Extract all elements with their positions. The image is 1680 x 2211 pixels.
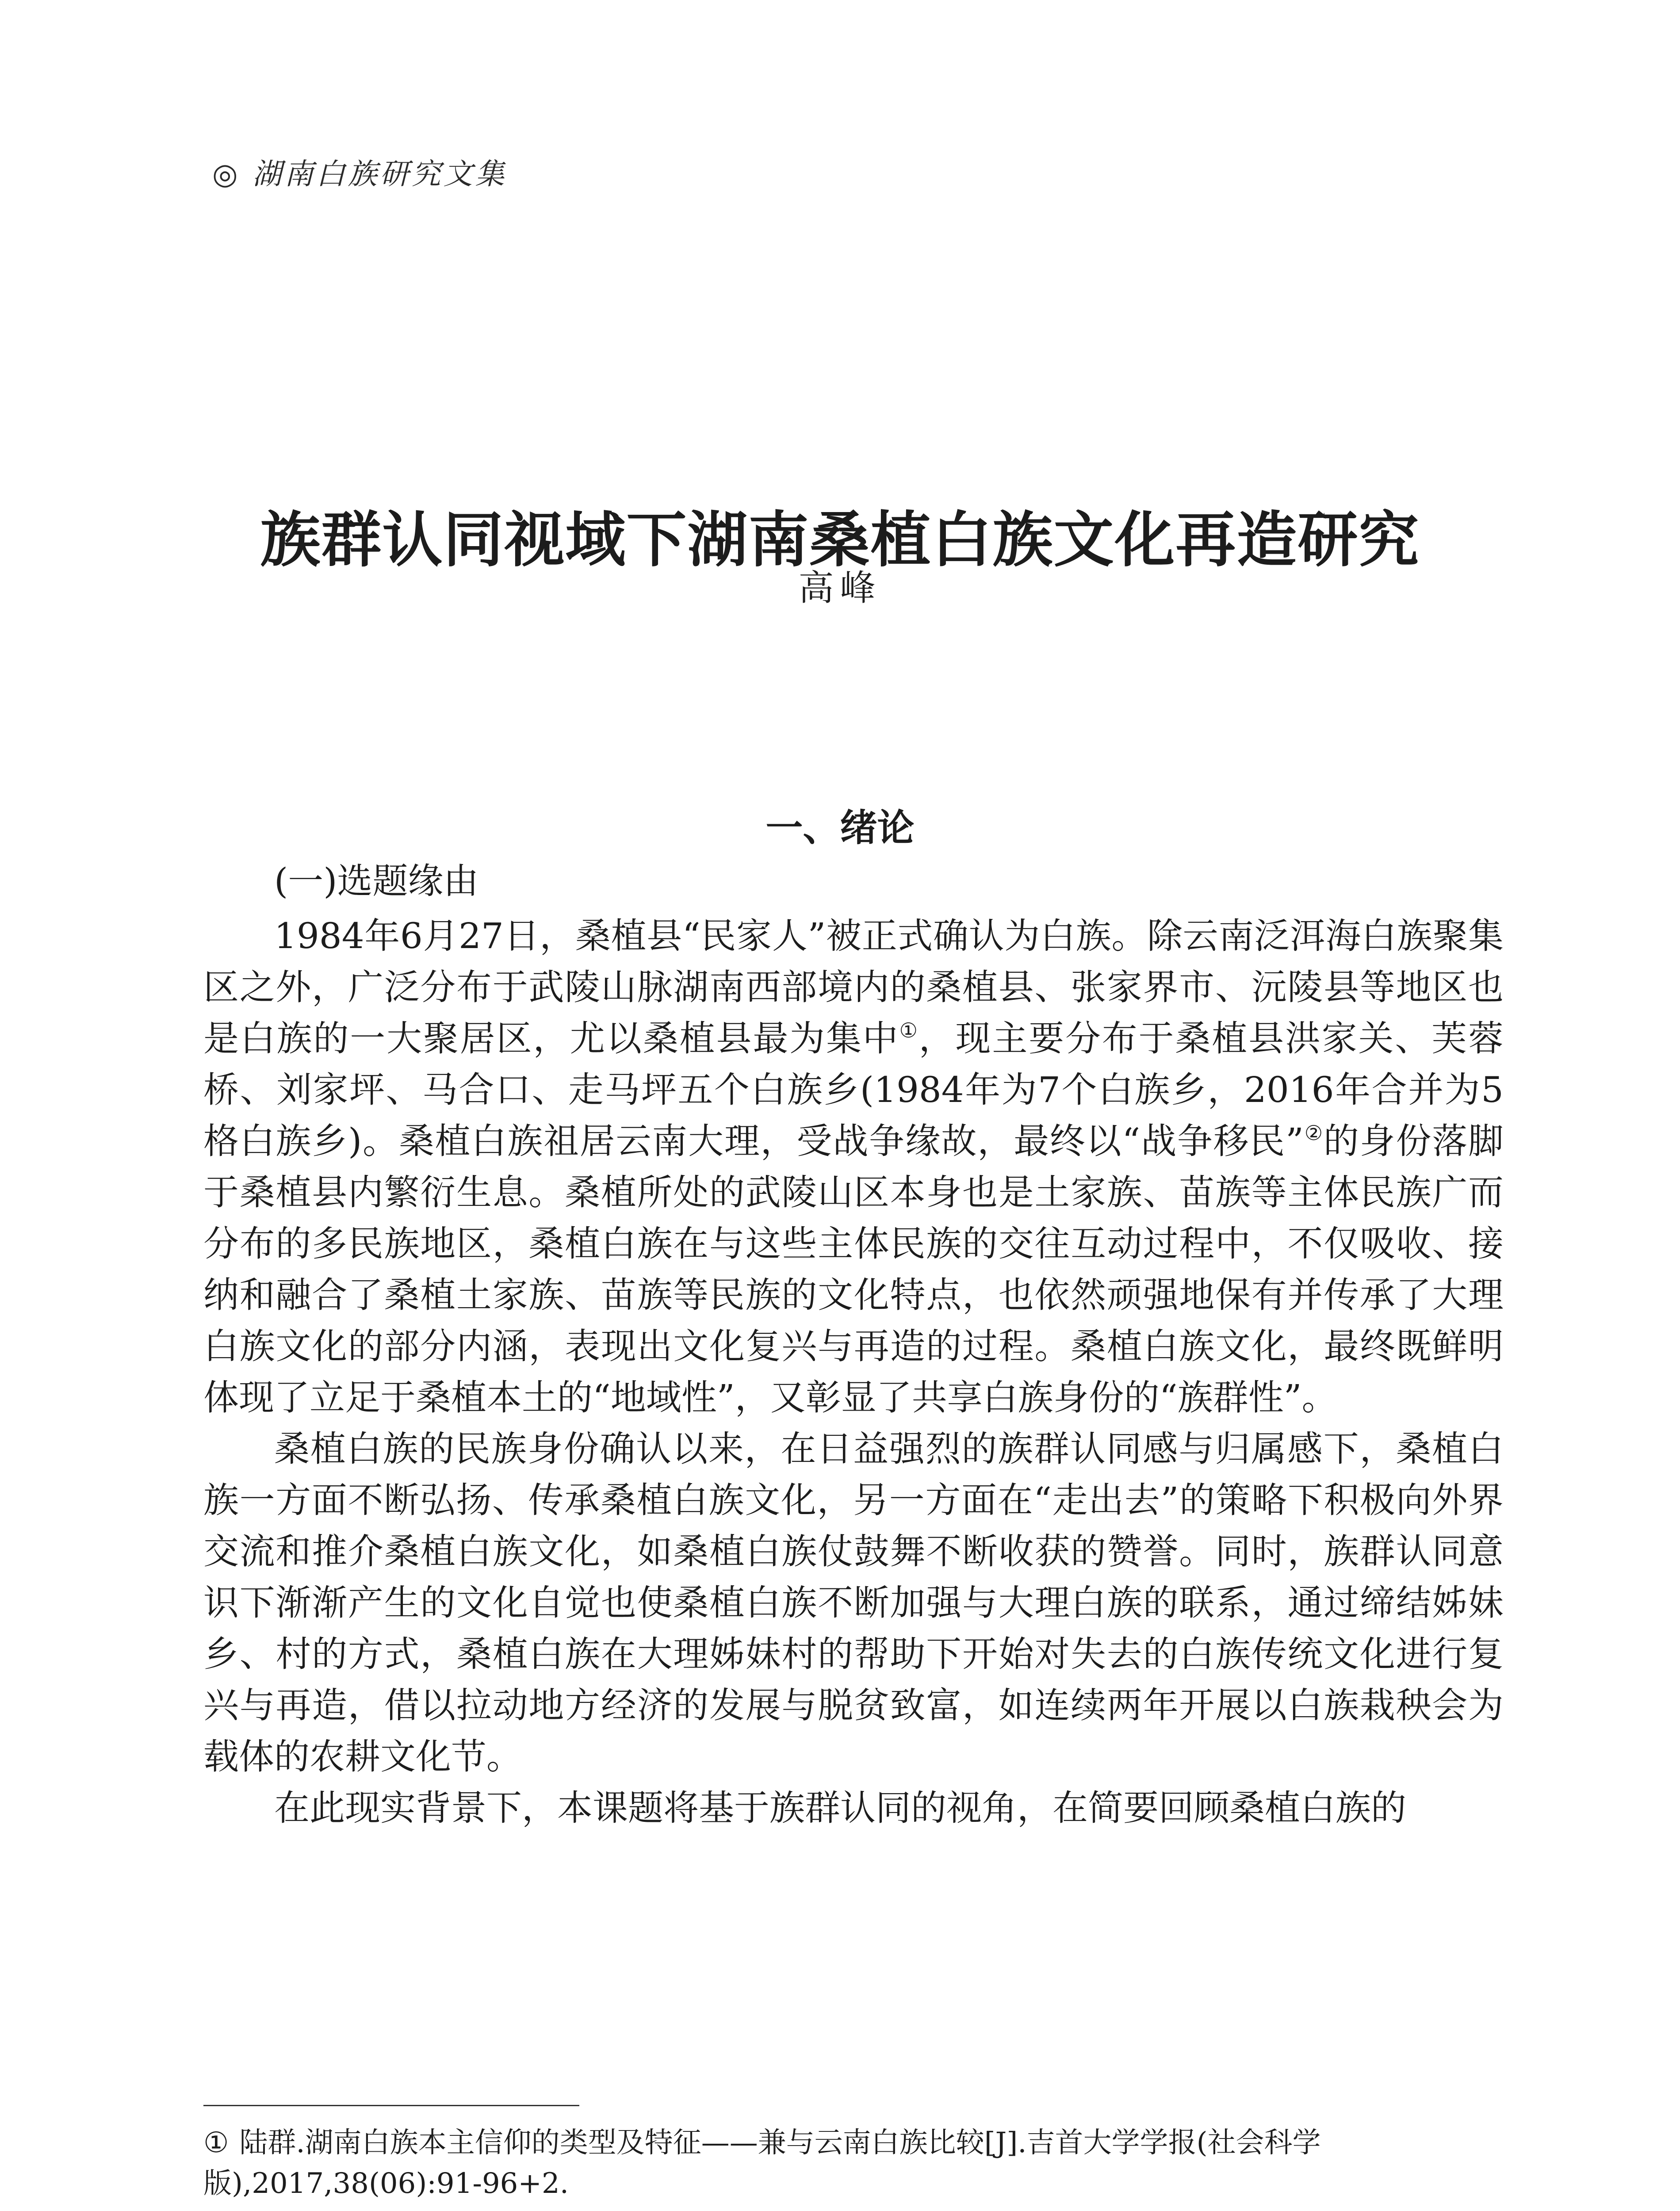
footnote-divider <box>203 2105 579 2106</box>
paragraph-1 <box>203 910 1504 1423</box>
running-header: ◎ 湖南白族研究文集 <box>212 157 507 191</box>
paragraph-3: 在此现实背景下，本课题将基于族群认同的视角，在简要回顾桑植白族的 <box>274 1787 1406 1828</box>
section-heading: 一、绪论 <box>765 806 915 849</box>
footnote-2 <box>203 2207 1504 2211</box>
footnote-ref-1: ① <box>899 1018 919 1042</box>
footnote-1-text: 陆群.湖南白族本主信仰的类型及特征——兼与云南白族比较[J].吉首大学学报(社会科学版),2017,38(06):91-96+2. <box>203 2127 1321 2200</box>
paragraph-2: 桑植白族的民族身份确认以来，在日益强烈的族群认同感与归属感下，桑植白族一方面不断弘扬、传承桑植白族文化，另一方面在“走出去”的策略下积极向外界交流和推介桑植白族文化，如桑植白族仗鼓舞不断收获的赞誉。同时，族群认同意识下渐渐产生的文化自觉也使桑植白族不断加强与大理白族的联系，通过缔结姊妹乡、村的方式，桑植白族在大理姊妹村的帮助下开始对失去的白族传统文化进行复兴与再造，借以拉动地方经济的发展与脱贫致富，如连续两年开展以白族栽秧会为载体的农耕文化节。 <box>203 1428 1504 1777</box>
body-text <box>203 856 1504 1834</box>
footnote-1 <box>203 2123 1504 2204</box>
paragraph-1-part-c: 的身份落脚于桑植县内繁衍生息。桑植所处的武陵山区本身也是土家族、苗族等主体民族广而分布的多民族地区，桑植白族在与这些主体民族的交往互动过程中，不仅吸收、接纳和融合了桑植土家族、苗族等民族的文化特点，也依然顽强地保有并传承了大理白族文化的部分内涵，表现出文化复兴与再造的过程。桑植白族文化，最终既鲜明体现了立足于桑植本土的“地域性”，又彰显了共享白族身份的“族群性”。 <box>203 1121 1504 1418</box>
paragraph-1-part-b: ，现主要分布于桑植县洪家关、芙蓉桥、刘家坪、马合口、走马坪五个白族乡(1984年为7个白族乡，2016年合并为5格白族乡)。桑植白族祖居云南大理，受战争缘故，最终以“战争移民” <box>203 1018 1504 1162</box>
author-name: 高峰 <box>798 567 882 608</box>
footnotes <box>203 2123 1504 2211</box>
paragraph-1-part-a: 1984年6月27日，桑植县“民家人”被正式确认为白族。除云南泛洱海白族聚集区之外，广泛分布于武陵山脉湖南西部境内的桑植县、张家界市、沅陵县等地区也是白族的一大聚居区，尤以桑植县最为集中 <box>203 915 1504 1059</box>
footnote-ref-2: ② <box>1304 1121 1324 1145</box>
footnote-1-marker: ① <box>203 2127 229 2159</box>
subheading: (一)选题缘由 <box>274 861 479 902</box>
article-title: 族群认同视域下湖南桑植白族文化再造研究 <box>260 505 1420 576</box>
